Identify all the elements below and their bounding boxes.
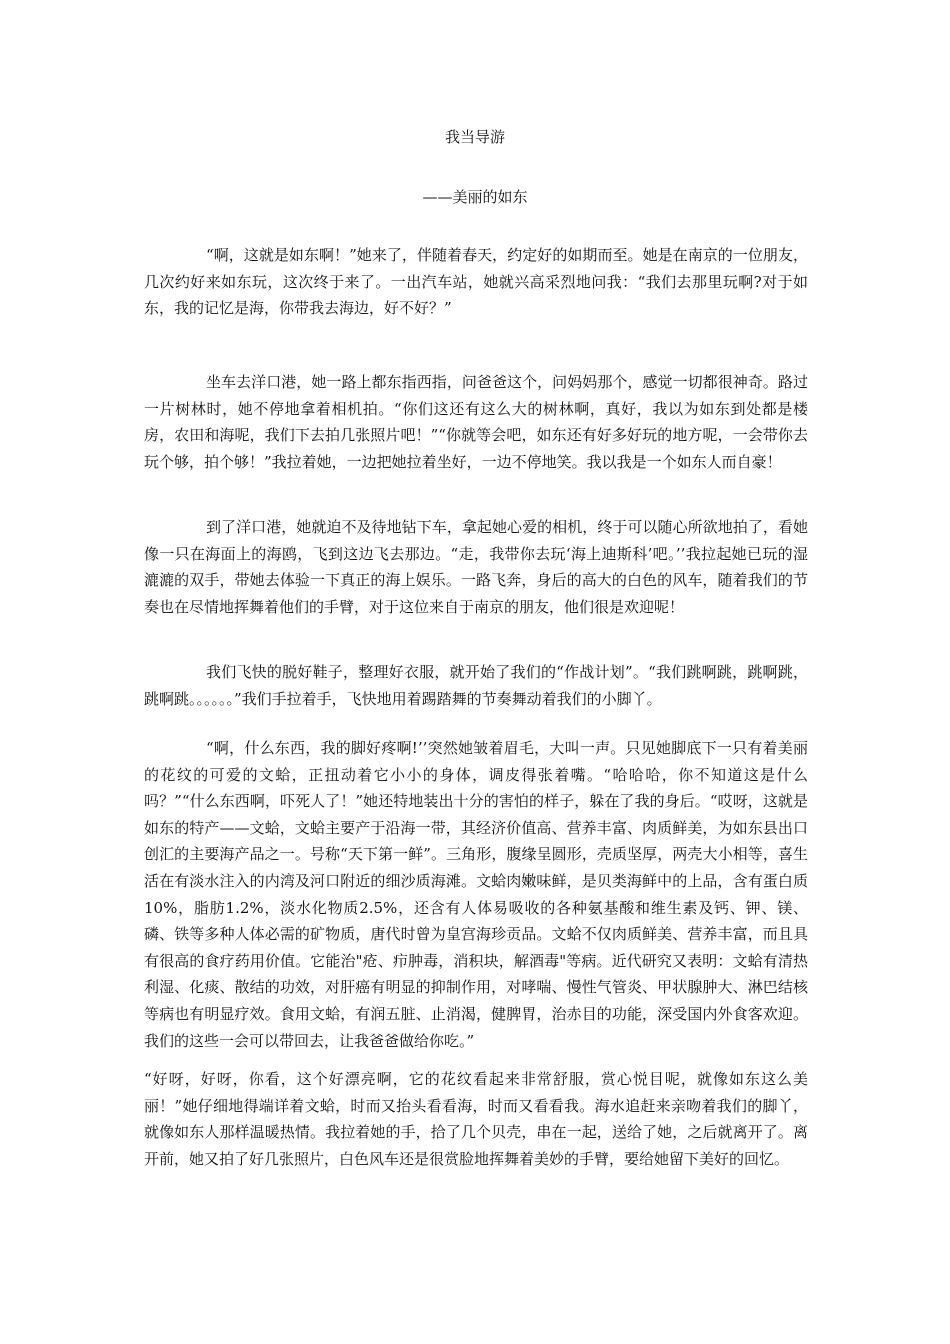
paragraph-arrival: “啊，这就是如东啊！”她来了，伴随着春天，约定好的如期而至。她是在南京的一位朋友，几次约好来如东玩，这次终于来了。一出汽车站，她就兴高采烈地问我：“我们去那里玩啊?对于如东，我的记忆是海，你带我去海边，好不好？”: [144, 246, 808, 318]
paragraph-yangkou-port: 到了洋口港，她就迫不及待地钻下车，拿起她心爱的相机，终于可以随心所欲地拍了，看她像一只在海面上的海鸥，飞到这边飞去那边。“走，我带你去玩‘海上迪斯科’吧。’’我拉起她已玩的湿漉漉的双手，带她去体验一下真正的海上娱乐。一路飞奔，身后的高大的白色的风车，随着我们的节奏也在尽情地挥舞着他们的手臂，对于这位来自于南京的朋友，他们很是欢迎呢！: [144, 518, 808, 616]
document-subtitle: ——美丽的如东: [422, 188, 528, 206]
document-title: 我当导游: [444, 128, 505, 146]
paragraph-clam: “啊，什么东西，我的脚好疼啊!’’突然她皱着眉毛，大叫一声。只见她脚底下一只有着美丽的花纹的可爱的文蛤，正扭动着它小小的身体，调皮得张着嘴。“哈哈哈，你不知道这是什么吗？”“什么东西啊，吓死人了！”她还特地装出十分的害怕的样子，躲在了我的身后。“哎呀，这就是如东的特产——文蛤，文蛤主要产于沿海一带，其经济价值高、营养丰富、肉质鲜美，为如东县出口创汇的主要海产品之一。号称“天下第一鲜”。三角形，腹缘呈圆形，壳质坚厚，两壳大小相等，喜生活在有淡水注入的内湾及河口附近的细沙质海滩。文蛤肉嫩味鲜，是贝类海鲜中的上品，含有蛋白质10%，脂肪1.2%，淡水化物质2.5%，还含有人体易吸收的各种氨基酸和维生素及钙、钾、镁、磷、铁等多种人体必需的矿物质，唐代时曾为皇宫海珍贡品。文蛤不仅肉质鲜美、营养丰富，而且具有很高的食疗药用价值。它能治"疮、疖肿毒，消积块，解酒毒"等病。近代研究又表明：文蛤有清热利湿、化痰、散结的功效，对肝癌有明显的抑制作用，对哮喘、慢性气管炎、甲状腺肿大、淋巴结核等病也有明显疗效。食用文蛤，有润五脏、止消渴，健脾胃，治赤目的功能，深受国内外食客欢迎。我们的这些一会可以带回去，让我爸爸做给你吃。”: [144, 739, 808, 1050]
paragraph-battle-plan: 我们飞快的脱好鞋子，整理好衣服，就开始了我们的“作战计划”。“我们跳啊跳，跳啊跳，跳啊跳。。。。。。”我们手拉着手，飞快地用着踢踏舞的节奏舞动着我们的小脚丫。: [144, 663, 808, 708]
paragraph-farewell: “好呀，好呀，你看，这个好漂亮啊，它的花纹看起来非常舒服，赏心悦目呢，就像如东这么美丽！”她仔细地得端详着文蛤，时而又抬头看看海，时而又看看我。海水追赶来亲吻着我们的脚丫，就像如东人那样温暖热情。我拉着她的手，拾了几个贝壳，串在一起，送给了她，之后就离开了。离开前，她又拍了好几张照片，白色风车还是很赏脸地挥舞着美妙的手臂，要给她留下美好的回忆。: [144, 1070, 808, 1168]
paragraph-bus-ride: 坐车去洋口港，她一路上都东指西指，问爸爸这个，问妈妈那个，感觉一切都很神奇。路过一片树林时，她不停地拿着相机拍。“你们这还有这么大的树林啊，真好，我以为如东到处都是楼房，农田和海呢，我们下去拍几张照片吧！”“你就等会吧，如东还有好多好玩的地方呢，一会带你去玩个够，拍个够！”我拉着她，一边把她拉着坐好，一边不停地笑。我以我是一个如东人而自豪！: [144, 373, 808, 471]
